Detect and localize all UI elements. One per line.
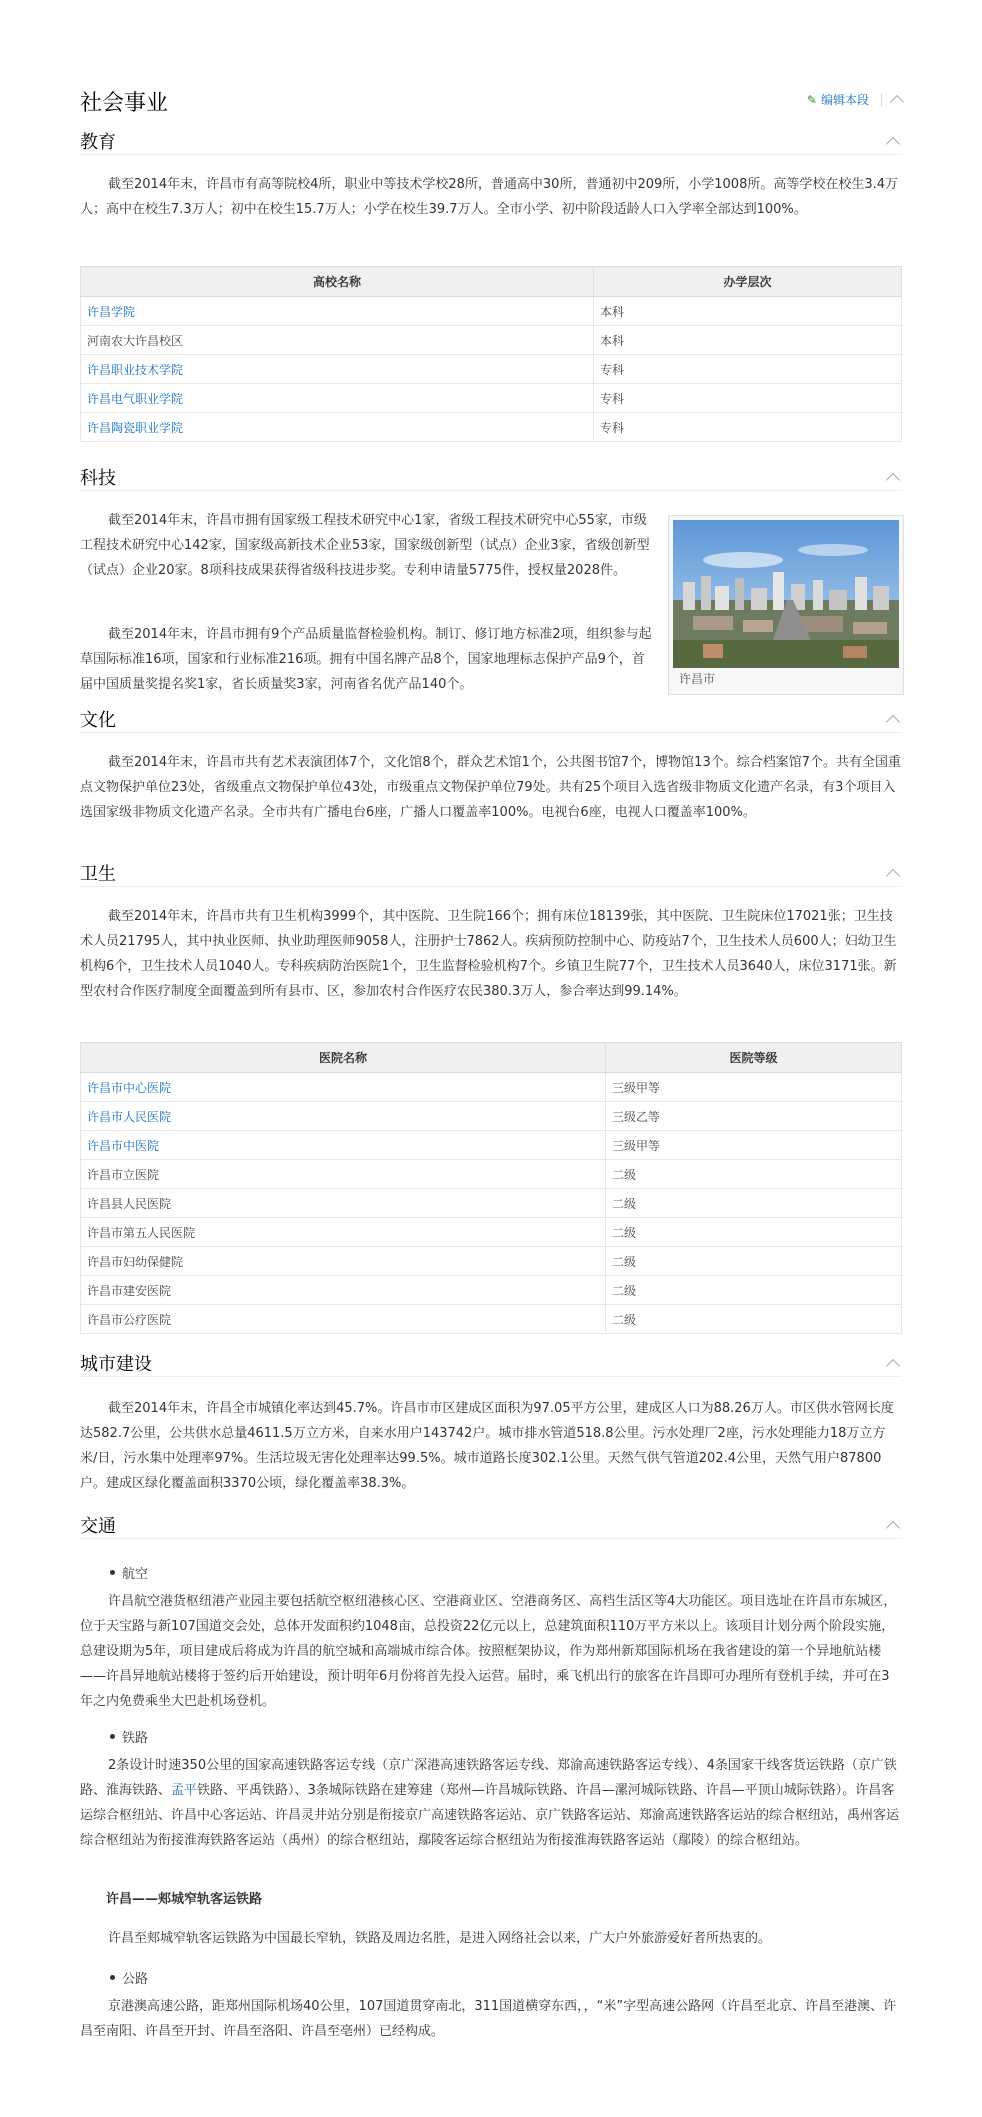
grade-cell: 二级 <box>606 1189 902 1218</box>
college-link[interactable]: 许昌陶瓷职业学院 <box>87 420 184 435</box>
section-title: 卫生 <box>80 864 116 885</box>
table-row <box>81 1247 902 1276</box>
section-header-science <box>80 464 902 491</box>
table-row <box>81 326 902 355</box>
rail-text-1: 2条设计时速350公里的国家高速铁路客运专线（京广深港高速铁路客运专线、郑渝高速铁路客运专线）、4条国家干线客货运铁路（京广铁路、淮海铁路、 <box>80 1758 897 1798</box>
rail-link[interactable]: 孟平 <box>171 1783 198 1798</box>
science-paragraph-1: 截至2014年末，许昌市拥有国家级工程技术研究中心1家，省级工程技术研究中心55家，市级工程技术研究中心142家，国家级高新技术企业53家，国家级创新型（试点）企业3家，省级创新型（试点）企业20家。8项科技成果获得省级科技进步奖。专利申请量5775件，授权量2028件。 <box>80 513 650 578</box>
college-name: 河南农大许昌校区 <box>81 326 594 355</box>
grade-cell: 三级甲等 <box>606 1131 902 1160</box>
table-row <box>81 384 902 413</box>
hospital-table <box>80 1042 902 1334</box>
grade-cell: 二级 <box>606 1276 902 1305</box>
section-header-health <box>80 860 902 887</box>
hospital-name: 许昌市建安医院 <box>81 1276 606 1305</box>
collapse-chevron-icon[interactable] <box>886 137 900 151</box>
hospital-link[interactable]: 许昌市人民医院 <box>87 1109 172 1124</box>
science-paragraph-2: 截至2014年末，许昌市拥有9个产品质量监督检验机构。制订、修订地方标准2项，组织参与起草国际标准16项，国家和行业标准216项。拥有中国名牌产品8个，国家地理标志保护产品9个，首届中国质量奖提名奖1家，省长质量奖3家，河南省名优产品140个。 <box>80 627 652 692</box>
collapse-chevron-icon[interactable] <box>886 473 900 487</box>
aviation-bullet: 航空 <box>122 1563 148 1582</box>
hospital-link[interactable]: 许昌市中医院 <box>87 1138 160 1153</box>
collapse-chevron-icon[interactable] <box>886 1521 900 1535</box>
road-paragraph: 京港澳高速公路，距郑州国际机场40公里，107国道贯穿南北，311国道横穿东西，，“米”字型高速公路网（许昌至北京、许昌至港澳、许昌至南阳、许昌至开封、许昌至洛阳、许昌至亳州）已经构成。 <box>80 1999 897 2039</box>
grade-cell: 二级 <box>606 1305 902 1334</box>
hospital-name: 许昌市立医院 <box>81 1160 606 1189</box>
column-header: 高校名称 <box>81 267 594 297</box>
section-title: 科技 <box>80 468 116 489</box>
hospital-link[interactable]: 许昌市中心医院 <box>87 1080 172 1095</box>
section-header-culture <box>80 706 902 733</box>
collapse-chevron-icon[interactable] <box>886 715 900 729</box>
college-link[interactable]: 许昌电气职业学院 <box>87 391 184 406</box>
level-cell: 专科 <box>594 355 902 384</box>
city-photo[interactable] <box>673 520 899 668</box>
collapse-chevron-icon[interactable] <box>890 95 904 109</box>
rail-text-2: 铁路、平禹铁路）、3条城际铁路在建筹建（郑州—许昌城际铁路、许昌—漯河城际铁路、许昌—平顶山城际铁路）。许昌客运综合枢纽站、许昌中心客运站、许昌灵井站分别是衔接京广高速铁路客运站、京广铁路客运站、郑渝高速铁路客运站的综合枢纽站，禹州客运综合枢纽站为衔接淮海铁路客运站（禹州）的综合枢纽站，鄢陵客运综合枢纽站为衔接淮海铁路客运站（鄢陵）的综合枢纽站。 <box>80 1783 900 1848</box>
divider <box>881 93 882 107</box>
page-title: 社会事业 <box>80 91 169 116</box>
edit-label: 编辑本段 <box>820 93 869 107</box>
college-table <box>80 266 902 442</box>
grade-cell: 三级乙等 <box>606 1102 902 1131</box>
table-row <box>81 1073 902 1102</box>
table-row <box>81 1189 902 1218</box>
edit-section-button[interactable] <box>807 91 902 108</box>
section-title: 教育 <box>80 132 116 153</box>
narrow-rail-heading: 许昌——郏城窄轨客运铁路 <box>106 1892 263 1907</box>
column-header: 医院名称 <box>81 1043 606 1073</box>
section-header-urban <box>80 1350 902 1377</box>
grade-cell: 二级 <box>606 1160 902 1189</box>
education-paragraph: 截至2014年末，许昌市有高等院校4所，职业中等技术学校28所，普通高中30所，普通初中209所，小学1008所。高等学校在校生3.4万人；高中在校生7.3万人；初中在校生15.7万人；小学在校生39.7万人。全市小学、初中阶段适龄人口入学率全部达到100%。 <box>80 177 899 217</box>
grade-cell: 三级甲等 <box>606 1073 902 1102</box>
column-header: 医院等级 <box>606 1043 902 1073</box>
health-paragraph: 截至2014年末，许昌市共有卫生机构3999个，其中医院、卫生院166个；拥有床位18139张，其中医院、卫生院床位17021张；卫生技术人员21795人，其中执业医师、执业助理医师9058人，注册护士7862人。疾病预防控制中心、防疫站7个，卫生技术人员600人；妇幼卫生机构6个，卫生技术人员1040人。专科疾病防治医院1个，卫生监督检验机构7个。乡镇卫生院77个，卫生技术人员3640人，床位3171张。新型农村合作医疗制度全面覆盖到所有县市、区，参加农村合作医疗农民380.3万人，参合率达到99.14%。 <box>80 909 897 999</box>
hospital-name: 许昌市第五人民医院 <box>81 1218 606 1247</box>
urban-paragraph: 截至2014年末，许昌全市城镇化率达到45.7%。许昌市市区建成区面积为97.05平方公里，建成区人口为88.26万人。市区供水管网长度达582.7公里，公共供水总量4611.5万立方米，自来水用户143742户。城市排水管道518.8公里。污水处理厂2座，污水处理能力18万立方米/日，污水集中处理率97%。生活垃圾无害化处理率达99.5%。城市道路长度302.1公里。天然气供气管道202.4公里，天然气用户87800户。建成区绿化覆盖面积3370公顷，绿化覆盖率38.3%。 <box>80 1401 894 1491</box>
section-header-transport <box>80 1512 902 1539</box>
pencil-icon: ✎ <box>806 92 817 107</box>
table-row <box>81 355 902 384</box>
table-row <box>81 1131 902 1160</box>
rail-bullet: 铁路 <box>122 1727 148 1746</box>
section-title: 交通 <box>80 1516 116 1537</box>
column-header: 办学层次 <box>594 267 902 297</box>
section-header-education <box>80 128 902 155</box>
section-title: 文化 <box>80 710 116 731</box>
table-row <box>81 1218 902 1247</box>
collapse-chevron-icon[interactable] <box>886 1359 900 1373</box>
aviation-paragraph: 许昌航空港货枢纽港产业园主要包括航空枢纽港核心区、空港商业区、空港商务区、高档生活区等4大功能区。项目选址在许昌市东城区，位于天宝路与新107国道交会处，总体开发面积约1048亩，总投资22亿元以上，总建筑面积110万平方米以上。该项目计划分两个阶段实施，总建设期为5年，项目建成后将成为许昌的航空城和高端城市综合体。按照框架协议，作为郑州新郑国际机场在我省建设的第一个异地航站楼——许昌异地航站楼将于签约后开始建设，预计明年6月份将首先投入运营。届时，乘飞机出行的旅客在许昌即可办理所有登机手续，并可在3年之内免费乘坐大巴赴机场登机。 <box>80 1594 897 1709</box>
level-cell: 本科 <box>594 297 902 326</box>
narrow-rail-paragraph: 许昌至郏城窄轨客运铁路为中国最长窄轨，铁路及周边名胜，是进入网络社会以来，广大户外旅游爱好者所热衷的。 <box>108 1931 772 1946</box>
level-cell: 本科 <box>594 326 902 355</box>
college-link[interactable]: 许昌学院 <box>87 304 136 319</box>
grade-cell: 二级 <box>606 1247 902 1276</box>
table-row <box>81 1102 902 1131</box>
hospital-name: 许昌市妇幼保健院 <box>81 1247 606 1276</box>
college-link[interactable]: 许昌职业技术学院 <box>87 362 184 377</box>
table-row <box>81 297 902 326</box>
table-row <box>81 1305 902 1334</box>
table-row <box>81 413 902 442</box>
level-cell: 专科 <box>594 413 902 442</box>
rail-paragraph <box>80 1753 902 1853</box>
culture-paragraph: 截至2014年末，许昌市共有艺术表演团体7个，文化馆8个，群众艺术馆1个，公共图书馆7个，博物馆13个。综合档案馆7个。共有全国重点文物保护单位23处，省级重点文物保护单位43处，市级重点文物保护单位79处。共有25个项目入选省级非物质文化遗产名录，有3个项目入选国家级非物质文化遗产名录。全市共有广播电台6座，广播人口覆盖率100%。电视台6座，电视人口覆盖率100%。 <box>80 755 901 820</box>
road-bullet: 公路 <box>122 1968 148 1987</box>
city-image-card[interactable] <box>668 515 904 695</box>
image-caption: 许昌市 <box>679 672 716 686</box>
grade-cell: 二级 <box>606 1218 902 1247</box>
table-row <box>81 1276 902 1305</box>
hospital-name: 许昌市公疗医院 <box>81 1305 606 1334</box>
section-title: 城市建设 <box>80 1354 152 1375</box>
level-cell: 专科 <box>594 384 902 413</box>
hospital-name: 许昌县人民医院 <box>81 1189 606 1218</box>
collapse-chevron-icon[interactable] <box>886 869 900 883</box>
table-row <box>81 1160 902 1189</box>
